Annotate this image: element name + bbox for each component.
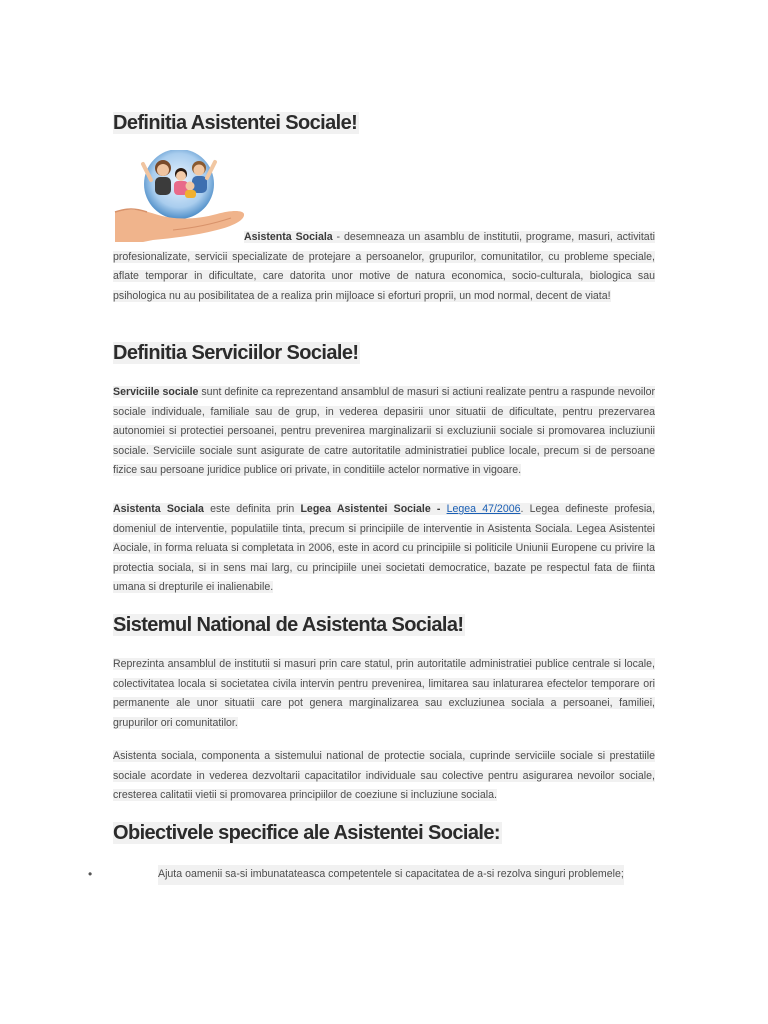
paragraph-definitia-asistentei: Asistenta Sociala - desemneaza un asamblu de institutii, programe, masuri, activitati profesionalizate, servicii specializate de protejare a persoanelor, grupurilor, comunitatilor, cu probleme speciale, aflate temporar in dificultate, care datorita unor motive de natura economica, socio-culturala, biologica sau psihologica nu au posibilitatea de a realiza prin mijloace si eforturi proprii, un mod normal, decent de viata!	[113, 231, 655, 302]
section-title-sistemul-national: Sistemul National de Asistenta Sociala!	[113, 614, 464, 636]
section-title-definitia-asistentei: Definitia Asistentei Sociale!	[113, 112, 358, 134]
list-item-text: Ajuta oamenii sa-si imbunatateasca competentele si capacitatea de a-si rezolva singuri problemele;	[158, 865, 624, 885]
paragraph-legea-asistentei: Asistenta Sociala este definita prin Legea Asistentei Sociale - Legea 47/2006. Legea defineste profesia, domeniul de interventie, populatiile tinta, precum si principiile de interventie in Asistenta Sociala. Legea Asistentei Aociale, in forma reluata si completata in 2006, este in acord cu principiile si politicile Uniunii Europene cu privire la protectia sociala, si in sens mai larg, cu principiile unei societati democratice, bazate pe respectul fata de fiinta umana si drepturile ei inalienabile.	[113, 503, 656, 594]
paragraph-sistemul-national: Reprezinta ansamblul de institutii si masuri prin care statul, prin autoritatile administratiei publice centrale si locale, colectivitatea locala si societatea civila intervin pentru prevenirea, limitarea sau inlaturarea efectelor temporare ori permanente ale unor situatii care pot genera marginalizarea sau excluziunea sociala a persoanei, familiei, grupurilor ori comunitatilor.	[113, 658, 655, 729]
section-title-definitia-serviciilor: Definitia Serviciilor Sociale!	[113, 342, 359, 364]
section-title-obiectivele: Obiectivele specifice ale Asistentei Sociale:	[113, 822, 500, 844]
legea-47-2006-link[interactable]: Legea 47/2006	[446, 503, 521, 515]
paragraph-componenta-protectie: Asistenta sociala, componenta a sistemului national de protectie sociala, cuprinde serviciile sociale si prestatiile sociale acordate in vederea dezvoltarii capacitatilor individuale sau colective pentru asigurarea nevoilor sociale, cresterea calitatii vietii si promovarea principiilor de coeziune si incluziune sociala.	[113, 750, 655, 802]
bullet-icon: •	[88, 867, 93, 881]
paragraph-serviciile-sociale: Serviciile sociale sunt definite ca reprezentand ansamblul de masuri si actiuni realizate pentru a raspunde nevoilor sociale individuale, familiale sau de grup, in vederea depasirii unor situatii de dificultate, pentru prezervarea autonomiei si protectiei persoanei, pentru prevenirea marginalizarii si excluziunii sociale si promovarea incluziunii sociale. Serviciile sociale sunt asigurate de catre autoritatile administratiei publice locale, precum si de persoane fizice sau persoane juridice publice ori private, in conditiile actelor normative in vigoare.	[113, 386, 655, 477]
